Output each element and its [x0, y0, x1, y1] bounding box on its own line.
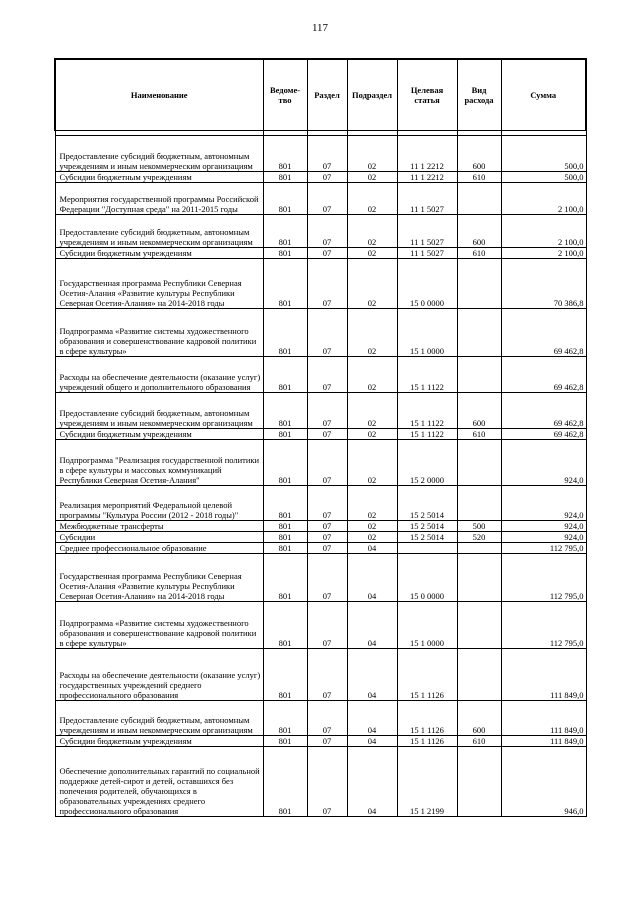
- row-expense-type-cell: [457, 602, 501, 649]
- header-subsection: Подраздел: [347, 59, 397, 131]
- row-target-article-cell: 11 1 5027: [397, 183, 457, 215]
- table-row: [55, 429, 586, 440]
- row-expense-type-cell: 500: [457, 521, 501, 532]
- row-name-cell: Расходы на обеспечение деятельности (оказание услуг) государственных учреждений среднего профессионального образования: [55, 649, 263, 701]
- row-target-article-cell: [397, 543, 457, 554]
- row-department-cell: 801: [263, 248, 307, 259]
- row-section-cell: 07: [307, 440, 347, 486]
- row-name-cell: Предоставление субсидий бюджетным, автономным учреждениям и иным некоммерческим организациям: [55, 136, 263, 172]
- row-department-cell: 801: [263, 136, 307, 172]
- row-department-cell: 801: [263, 183, 307, 215]
- row-target-article-cell: 15 1 1122: [397, 357, 457, 393]
- table-row: [55, 393, 586, 429]
- row-expense-type-cell: [457, 747, 501, 817]
- row-subsection-cell: 02: [347, 357, 397, 393]
- row-subsection-cell: 02: [347, 393, 397, 429]
- row-amount-cell: 69 462,8: [501, 429, 586, 440]
- row-section-cell: 07: [307, 136, 347, 172]
- table-row: [55, 172, 586, 183]
- row-expense-type-cell: [457, 486, 501, 521]
- row-target-article-cell: 15 0 0000: [397, 554, 457, 602]
- table-row: [55, 521, 586, 532]
- table-row: [55, 248, 586, 259]
- row-subsection-cell: 02: [347, 532, 397, 543]
- row-department-cell: 801: [263, 357, 307, 393]
- row-subsection-cell: 02: [347, 521, 397, 532]
- row-subsection-cell: 02: [347, 248, 397, 259]
- row-section-cell: 07: [307, 521, 347, 532]
- row-subsection-cell: 02: [347, 440, 397, 486]
- table-row: [55, 357, 586, 393]
- row-amount-cell: 924,0: [501, 532, 586, 543]
- table-row: [55, 136, 586, 172]
- row-amount-cell: 111 849,0: [501, 701, 586, 736]
- row-department-cell: 801: [263, 602, 307, 649]
- row-section-cell: 07: [307, 701, 347, 736]
- row-expense-type-cell: 610: [457, 172, 501, 183]
- row-subsection-cell: 02: [347, 309, 397, 357]
- row-expense-type-cell: [457, 183, 501, 215]
- table-row: [55, 440, 586, 486]
- row-name-cell: Предоставление субсидий бюджетным, автономным учреждениям и иным некоммерческим организациям: [55, 215, 263, 248]
- row-target-article-cell: 15 1 1122: [397, 393, 457, 429]
- table-row: [55, 736, 586, 747]
- row-section-cell: 07: [307, 543, 347, 554]
- row-department-cell: 801: [263, 393, 307, 429]
- row-target-article-cell: 15 2 5014: [397, 532, 457, 543]
- row-department-cell: 801: [263, 747, 307, 817]
- row-amount-cell: 112 795,0: [501, 543, 586, 554]
- table-row: [55, 554, 586, 602]
- row-expense-type-cell: 610: [457, 429, 501, 440]
- page-number: 117: [311, 22, 329, 34]
- row-amount-cell: 112 795,0: [501, 602, 586, 649]
- row-department-cell: 801: [263, 259, 307, 309]
- row-expense-type-cell: 520: [457, 532, 501, 543]
- row-subsection-cell: 04: [347, 649, 397, 701]
- row-name-cell: Подпрограмма «Развитие системы художественного образования и совершенствование кадровой политики в сфере культуры»: [55, 602, 263, 649]
- row-target-article-cell: 11 1 5027: [397, 215, 457, 248]
- header-target-article: Целевая статья: [397, 59, 457, 131]
- row-department-cell: 801: [263, 736, 307, 747]
- table-row: [55, 701, 586, 736]
- row-amount-cell: 69 462,8: [501, 309, 586, 357]
- row-name-cell: Субсидии бюджетным учреждениям: [55, 736, 263, 747]
- row-department-cell: 801: [263, 440, 307, 486]
- header-name: Наименование: [55, 59, 263, 131]
- row-department-cell: 801: [263, 309, 307, 357]
- row-expense-type-cell: [457, 309, 501, 357]
- row-expense-type-cell: 600: [457, 215, 501, 248]
- row-section-cell: 07: [307, 747, 347, 817]
- row-amount-cell: 2 100,0: [501, 215, 586, 248]
- table-row: [55, 649, 586, 701]
- row-target-article-cell: 15 1 0000: [397, 309, 457, 357]
- table-row: [55, 183, 586, 215]
- row-amount-cell: 69 462,8: [501, 357, 586, 393]
- table-row: [55, 602, 586, 649]
- row-amount-cell: 946,0: [501, 747, 586, 817]
- row-subsection-cell: 04: [347, 736, 397, 747]
- row-expense-type-cell: [457, 554, 501, 602]
- row-target-article-cell: 15 0 0000: [397, 259, 457, 309]
- row-name-cell: Субсидии: [55, 532, 263, 543]
- row-subsection-cell: 02: [347, 259, 397, 309]
- row-target-article-cell: 11 1 2212: [397, 136, 457, 172]
- row-subsection-cell: 02: [347, 183, 397, 215]
- row-amount-cell: 2 100,0: [501, 248, 586, 259]
- row-department-cell: 801: [263, 215, 307, 248]
- row-department-cell: 801: [263, 649, 307, 701]
- table-row: [55, 215, 586, 248]
- row-section-cell: 07: [307, 649, 347, 701]
- row-expense-type-cell: [457, 440, 501, 486]
- row-section-cell: 07: [307, 309, 347, 357]
- budget-table: [54, 58, 587, 817]
- table-row: [55, 543, 586, 554]
- row-section-cell: 07: [307, 486, 347, 521]
- row-name-cell: Субсидии бюджетным учреждениям: [55, 248, 263, 259]
- row-subsection-cell: 02: [347, 172, 397, 183]
- row-name-cell: Межбюджетные трансферты: [55, 521, 263, 532]
- table-row: [55, 486, 586, 521]
- row-target-article-cell: 15 1 2199: [397, 747, 457, 817]
- row-amount-cell: 111 849,0: [501, 649, 586, 701]
- row-expense-type-cell: [457, 543, 501, 554]
- row-name-cell: Реализация мероприятий Федеральной целевой программы "Культура России (2012 - 2018 годы)": [55, 486, 263, 521]
- row-amount-cell: 112 795,0: [501, 554, 586, 602]
- row-department-cell: 801: [263, 532, 307, 543]
- row-name-cell: Государственная программа Республики Северная Осетия-Алания «Развитие культуры Республики Северная Осетия-Алания» на 2014-2018 годы: [55, 259, 263, 309]
- header-amount: Сумма: [501, 59, 586, 131]
- row-target-article-cell: 15 2 5014: [397, 521, 457, 532]
- row-department-cell: 801: [263, 429, 307, 440]
- row-target-article-cell: 15 1 1126: [397, 649, 457, 701]
- row-name-cell: Предоставление субсидий бюджетным, автономным учреждениям и иным некоммерческим организациям: [55, 393, 263, 429]
- row-name-cell: Обеспечение дополнительных гарантий по социальной поддержке детей-сирот и детей, оставшихся без попечения родителей, обучающихся в образовательных учреждениях среднего профессионального образования: [55, 747, 263, 817]
- row-section-cell: 07: [307, 429, 347, 440]
- row-target-article-cell: 15 2 5014: [397, 486, 457, 521]
- row-name-cell: Государственная программа Республики Северная Осетия-Алания «Развитие культуры Республики Северная Осетия-Алания» на 2014-2018 годы: [55, 554, 263, 602]
- row-subsection-cell: 04: [347, 543, 397, 554]
- row-expense-type-cell: [457, 649, 501, 701]
- row-target-article-cell: 15 1 0000: [397, 602, 457, 649]
- table-row: [55, 747, 586, 817]
- row-name-cell: Подпрограмма "Реализация государственной политики в сфере культуры и массовых коммуникаций Республики Северная Осетия-Алания": [55, 440, 263, 486]
- row-department-cell: 801: [263, 486, 307, 521]
- row-section-cell: 07: [307, 215, 347, 248]
- row-amount-cell: 111 849,0: [501, 736, 586, 747]
- row-name-cell: Подпрограмма «Развитие системы художественного образования и совершенствование кадровой политики в сфере культуры»: [55, 309, 263, 357]
- row-target-article-cell: 11 1 5027: [397, 248, 457, 259]
- table-row: [55, 532, 586, 543]
- row-subsection-cell: 04: [347, 747, 397, 817]
- row-department-cell: 801: [263, 172, 307, 183]
- row-amount-cell: 70 386,8: [501, 259, 586, 309]
- row-expense-type-cell: [457, 259, 501, 309]
- row-department-cell: 801: [263, 521, 307, 532]
- header-department: Ведоме- тво: [263, 59, 307, 131]
- row-section-cell: 07: [307, 248, 347, 259]
- row-target-article-cell: 15 1 1126: [397, 701, 457, 736]
- row-name-cell: Мероприятия государственной программы Российской Федерации "Доступная среда" на 2011-2015 годы: [55, 183, 263, 215]
- row-amount-cell: 924,0: [501, 521, 586, 532]
- row-amount-cell: 924,0: [501, 486, 586, 521]
- row-section-cell: 07: [307, 602, 347, 649]
- row-expense-type-cell: 600: [457, 393, 501, 429]
- table-body: [55, 136, 586, 817]
- row-amount-cell: 500,0: [501, 136, 586, 172]
- row-department-cell: 801: [263, 701, 307, 736]
- table-row: [55, 259, 586, 309]
- row-name-cell: Среднее профессиональное образование: [55, 543, 263, 554]
- table-row: [55, 309, 586, 357]
- row-target-article-cell: 15 1 1122: [397, 429, 457, 440]
- row-target-article-cell: 15 2 0000: [397, 440, 457, 486]
- row-section-cell: 07: [307, 259, 347, 309]
- row-name-cell: Субсидии бюджетным учреждениям: [55, 172, 263, 183]
- row-section-cell: 07: [307, 736, 347, 747]
- row-target-article-cell: 11 1 2212: [397, 172, 457, 183]
- row-subsection-cell: 02: [347, 215, 397, 248]
- row-subsection-cell: 02: [347, 429, 397, 440]
- row-department-cell: 801: [263, 554, 307, 602]
- row-subsection-cell: 04: [347, 554, 397, 602]
- row-subsection-cell: 02: [347, 486, 397, 521]
- row-expense-type-cell: 610: [457, 736, 501, 747]
- row-expense-type-cell: 600: [457, 136, 501, 172]
- row-name-cell: Расходы на обеспечение деятельности (оказание услуг) учреждений общего и дополнительного образования: [55, 357, 263, 393]
- row-amount-cell: 2 100,0: [501, 183, 586, 215]
- row-target-article-cell: 15 1 1126: [397, 736, 457, 747]
- table-header-row: [55, 59, 586, 131]
- row-name-cell: Субсидии бюджетным учреждениям: [55, 429, 263, 440]
- row-expense-type-cell: [457, 357, 501, 393]
- row-section-cell: 07: [307, 357, 347, 393]
- row-expense-type-cell: 610: [457, 248, 501, 259]
- header-section: Раздел: [307, 59, 347, 131]
- row-section-cell: 07: [307, 172, 347, 183]
- row-section-cell: 07: [307, 183, 347, 215]
- header-expense-type: Вид расхода: [457, 59, 501, 131]
- row-department-cell: 801: [263, 543, 307, 554]
- row-subsection-cell: 04: [347, 602, 397, 649]
- row-amount-cell: 500,0: [501, 172, 586, 183]
- row-name-cell: Предоставление субсидий бюджетным, автономным учреждениям и иным некоммерческим организациям: [55, 701, 263, 736]
- row-amount-cell: 69 462,8: [501, 393, 586, 429]
- row-subsection-cell: 04: [347, 701, 397, 736]
- row-section-cell: 07: [307, 532, 347, 543]
- row-expense-type-cell: 600: [457, 701, 501, 736]
- row-subsection-cell: 02: [347, 136, 397, 172]
- row-section-cell: 07: [307, 393, 347, 429]
- row-section-cell: 07: [307, 554, 347, 602]
- row-amount-cell: 924,0: [501, 440, 586, 486]
